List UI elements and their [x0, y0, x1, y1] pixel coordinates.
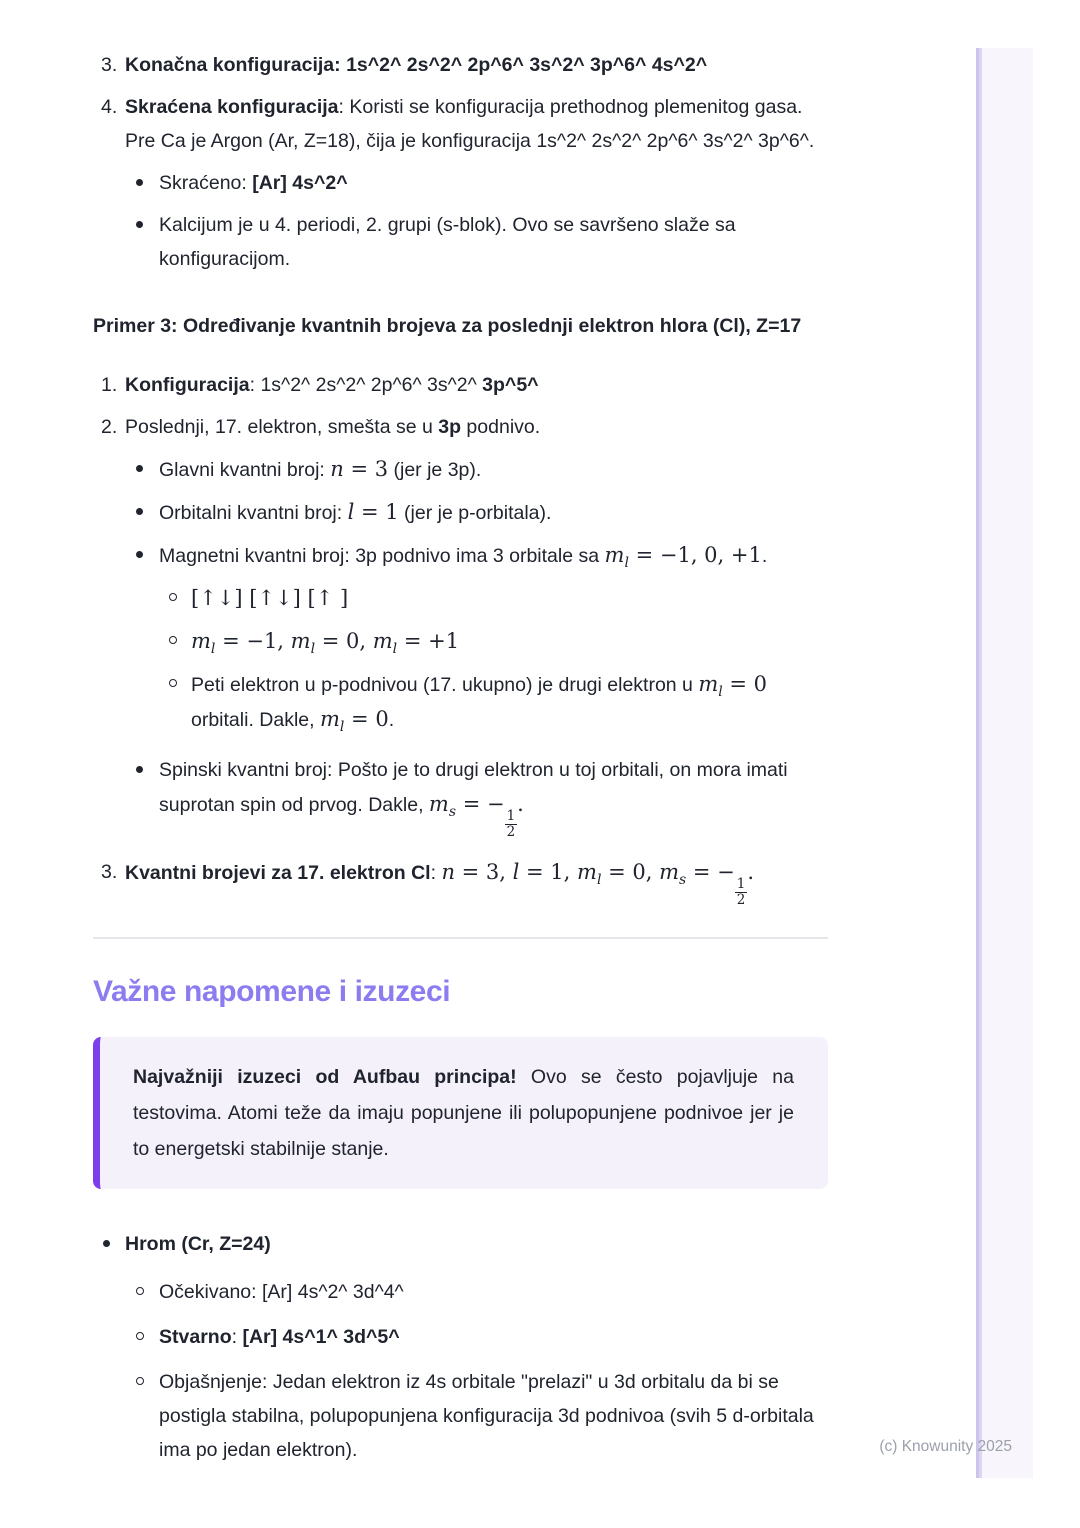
example-heading: Primer 3: Određivanje kvantnih brojeva za poslednji elektron hlora (Cl), Z=17 — [93, 315, 802, 337]
list-item-magnetni — [136, 538, 828, 745]
list-marker: 3. — [101, 54, 118, 76]
list-marker: 2. — [101, 416, 118, 438]
list-item — [136, 208, 828, 276]
bullet-ring — [169, 636, 177, 644]
bullet-list — [125, 166, 828, 276]
list-item-text: $m_l = -1$, $m_l = 0$, $m_l = +1$ — [191, 629, 460, 658]
list-item — [136, 166, 828, 200]
list-item-text: Magnetni kvantni broj: 3p podnivo ima 3 orbitale sa $m_l = -1$, 0, +1. — [159, 543, 768, 572]
list-item-text: [↑↓] [↑↓] [↑ ] — [191, 586, 349, 610]
list-item-glavni — [136, 452, 828, 487]
sub-bullet-list — [125, 1275, 828, 1467]
list-item-text: Konfiguracija: 1s^2^ 2s^2^ 2p^6^ 3s^2^ 3p^5^ — [125, 374, 539, 396]
bullet-ring — [136, 1377, 144, 1385]
list-item-text: Kvantni brojevi za 17. elektron Cl: n = 3, l = 1, $m_l = 0$, $m_s$ = − $\frac{1}{2}$ . — [125, 860, 755, 908]
list-item-text: Hrom (Cr, Z=24) — [125, 1233, 271, 1256]
list-item-peti-elektron — [169, 667, 828, 737]
list-item-orbitalni — [136, 495, 828, 530]
section-heading: Važne napomene i izuzeci — [93, 975, 451, 1009]
list-item-text: Spinski kvantni broj: Pošto je to drugi elektron u toj orbitali, on mora imati suprotan spin od prvog. Dakle, $m_s$ = − $\frac{1}{2}$ . — [159, 759, 788, 840]
list-item-objasnjenje — [136, 1365, 828, 1467]
bullet-disc — [136, 551, 143, 558]
list-item-text: Orbitalni kvantni broj: l = 1 (jer je p-orbitala). — [159, 500, 552, 524]
list-item-spinski — [136, 753, 828, 839]
list-item-text: Kalcijum je u 4. periodi, 2. grupi (s-blok). Ovo se savršeno slaže sa konfiguracijom. — [159, 214, 736, 270]
bullet-disc — [136, 508, 143, 515]
list-item-text: Glavni kvantni broj: n = 3 (jer je 3p). — [159, 457, 482, 481]
ordered-list-configs — [93, 48, 828, 284]
list-item-text: Skraćeno: [Ar] 4s^2^ — [159, 172, 348, 194]
bullet-disc — [136, 221, 143, 228]
list-item-kvantni-brojevi — [93, 855, 828, 907]
list-item-text: Očekivano: [Ar] 4s^2^ 3d^4^ — [159, 1281, 404, 1304]
document-content — [93, 48, 828, 1490]
list-item-text: Peti elektron u p-podnivou (17. ukupno) je drugi elektron u $m_l = 0$ orbitali. Dakle, $m_l = 0$. — [191, 672, 768, 736]
list-item-final-config — [93, 48, 828, 82]
callout-note — [93, 1037, 828, 1189]
bullet-disc — [103, 1240, 110, 1247]
divider — [93, 937, 828, 939]
list-marker: 4. — [101, 96, 118, 118]
exceptions-list — [93, 1227, 828, 1478]
list-item-ml-values — [169, 624, 828, 659]
page-edge-band — [976, 48, 1033, 1478]
bullet-disc — [136, 766, 143, 773]
list-item-text: Skraćena konfiguracija: Koristi se konfiguracija prethodnog plemenitog gasa. Pre Ca je Argon (Ar, Z=18), čija je konfiguracija 1s^2^ 2s^2^ 2p^6^ 3s^2^ 3p^6^. — [125, 96, 815, 152]
bullet-list — [125, 452, 828, 839]
list-item-poslednji-elektron — [93, 410, 828, 847]
list-item-text: Konačna konfiguracija: 1s^2^ 2s^2^ 2p^6^ 3s^2^ 3p^6^ 4s^2^ — [125, 54, 708, 76]
sub-bullet-list — [159, 581, 828, 737]
list-marker: 1. — [101, 374, 118, 396]
bullet-ring — [136, 1287, 144, 1295]
list-item-konfiguracija — [93, 368, 828, 402]
callout-text: Najvažniji izuzeci od Aufbau principa! Ovo se često pojavljuje na testovima. Atomi teže da imaju popunjene ili polupopunjene podnivoe jer je to energetski stabilnije stanje. — [133, 1066, 794, 1161]
list-item-ocekivano — [136, 1275, 828, 1309]
list-item-text: Stvarno: [Ar] 4s^1^ 3d^5^ — [159, 1326, 400, 1349]
bullet-ring — [169, 679, 177, 687]
bullet-ring — [169, 593, 177, 601]
list-item-hrom — [103, 1227, 828, 1478]
list-marker: 3. — [101, 861, 118, 884]
list-item-shortened-config — [93, 90, 828, 284]
bullet-disc — [136, 465, 143, 472]
list-item-text: Poslednji, 17. elektron, smešta se u 3p podnivo. — [125, 416, 541, 438]
watermark: (c) Knowunity 2025 — [879, 1438, 1012, 1455]
list-item-stvarno — [136, 1320, 828, 1354]
bullet-ring — [136, 1332, 144, 1340]
list-item-text: Objašnjenje: Jedan elektron iz 4s orbitale "prelazi" u 3d orbitalu da bi se postigla stabilna, polupopunjena konfiguracija 3d podnivoa (svih 5 d-orbitala ima po jedan elektron). — [159, 1371, 814, 1462]
list-item-orbital-boxes — [169, 581, 828, 616]
bullet-disc — [136, 179, 143, 186]
ordered-list-primer3 — [93, 368, 828, 907]
